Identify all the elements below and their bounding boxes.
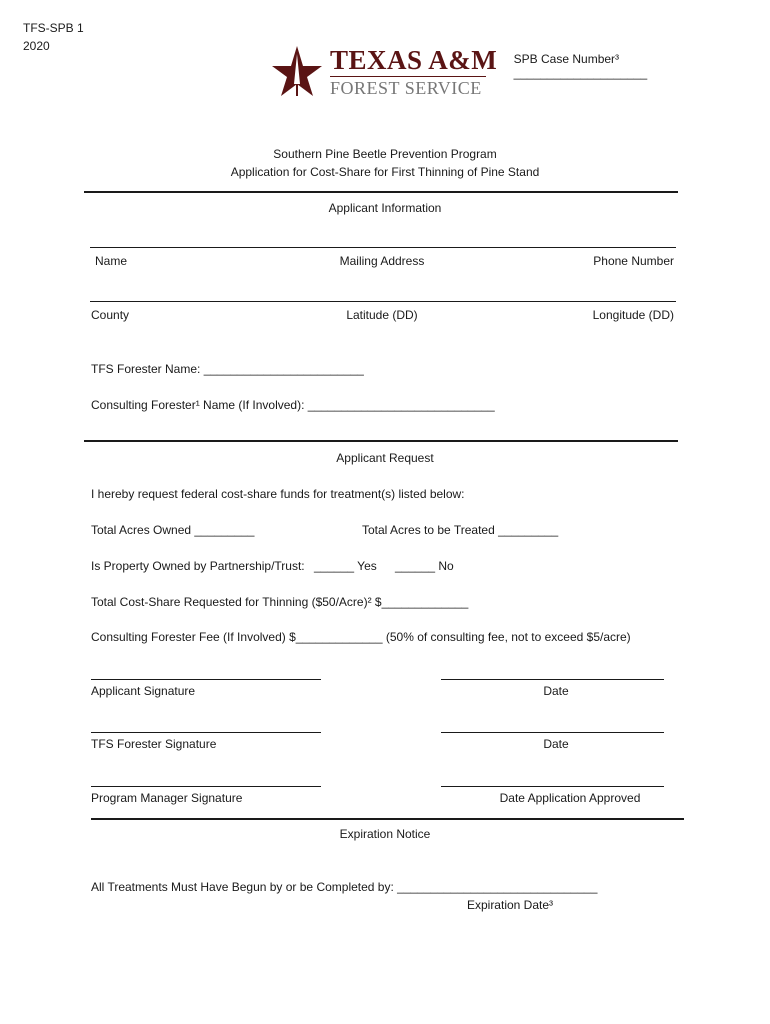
expiration-date-field[interactable]: All Treatments Must Have Begun by or be Completed by: ______________________________	[91, 880, 598, 894]
request-intro: I hereby request federal cost-share funds for treatment(s) listed below:	[91, 487, 465, 501]
acres-treated-field[interactable]: Total Acres to be Treated _________	[362, 523, 559, 537]
applicant-date-line[interactable]	[441, 679, 664, 680]
forester-name-field[interactable]: TFS Forester Name: ________________________	[91, 362, 364, 376]
cost-share-field[interactable]: Total Cost-Share Requested for Thinning ($50/Acre)² $_____________	[91, 595, 469, 609]
mailing-address-label: Mailing Address	[339, 254, 425, 268]
partnership-question: Is Property Owned by Partnership/Trust:	[91, 559, 305, 573]
applicant-signature-label: Applicant Signature	[91, 684, 196, 698]
partnership-no-option[interactable]: ______ No	[395, 559, 454, 573]
name-label: Name	[95, 254, 128, 268]
case-number-field[interactable]	[507, 38, 647, 80]
consulting-forester-field[interactable]: Consulting Forester¹ Name (If Involved): ____________________________	[91, 398, 495, 412]
form-year: 2020	[23, 39, 50, 53]
manager-signature-line[interactable]	[91, 786, 321, 787]
row2-fill-line[interactable]	[90, 301, 676, 302]
tree-star-icon	[270, 44, 324, 98]
applicant-signature-line[interactable]	[91, 679, 321, 680]
form-id: TFS-SPB 1	[23, 21, 84, 35]
title-line2: Application for Cost-Share for First Thinning of Pine Stand	[230, 165, 540, 179]
acres-owned-field[interactable]: Total Acres Owned _________	[91, 523, 255, 537]
forester-date-line[interactable]	[441, 732, 664, 733]
logo-line1: TEXAS A&M	[330, 45, 498, 75]
section-divider	[91, 818, 684, 820]
county-label: County	[91, 308, 130, 322]
partnership-yes-option[interactable]: ______ Yes	[314, 559, 377, 573]
expiration-heading: Expiration Notice	[339, 827, 431, 841]
row1-fill-line[interactable]	[90, 247, 676, 248]
applicant-request-heading: Applicant Request	[336, 451, 434, 465]
approved-date-label: Date Application Approved	[499, 791, 641, 805]
consulting-fee-field[interactable]: Consulting Forester Fee (If Involved) $_____________ (50% of consulting fee, not to exceed $5/acre)	[91, 630, 631, 644]
case-number-label: SPB Case Number³	[513, 52, 620, 66]
title-line1: Southern Pine Beetle Prevention Program	[273, 147, 497, 161]
applicant-date-label: Date	[543, 684, 569, 698]
forester-signature-label: TFS Forester Signature	[91, 737, 217, 751]
logo-line2: FOREST SERVICE	[330, 78, 482, 98]
expiration-date-caption: Expiration Date³	[466, 898, 554, 912]
forester-date-label: Date	[543, 737, 569, 751]
forester-signature-line[interactable]	[91, 732, 321, 733]
approved-date-line[interactable]	[441, 786, 664, 787]
manager-signature-label: Program Manager Signature	[91, 791, 243, 805]
longitude-label: Longitude (DD)	[592, 308, 674, 322]
applicant-info-heading: Applicant Information	[328, 201, 442, 215]
section-divider	[84, 440, 678, 442]
latitude-label: Latitude (DD)	[346, 308, 418, 322]
case-number-blank[interactable]: ____________________	[513, 66, 648, 80]
phone-number-label: Phone Number	[593, 254, 674, 268]
section-divider	[84, 191, 678, 193]
logo	[270, 44, 498, 100]
